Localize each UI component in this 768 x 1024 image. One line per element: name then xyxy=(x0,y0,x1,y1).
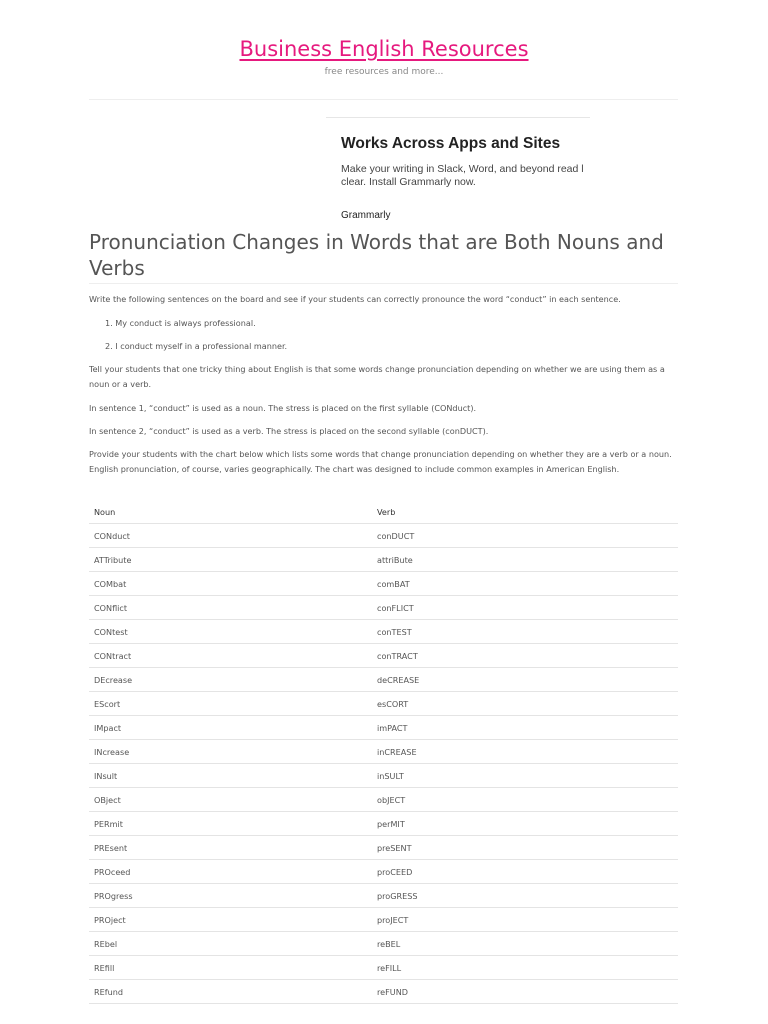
verb-column-header: Verb xyxy=(372,501,678,524)
title-divider xyxy=(89,283,678,284)
verb-cell: comBAT xyxy=(372,572,678,596)
table-row xyxy=(89,764,678,788)
noun-cell: INcrease xyxy=(89,740,372,764)
table-row xyxy=(89,524,678,548)
verb-cell: inSULT xyxy=(372,764,678,788)
header-divider xyxy=(89,99,678,100)
table-row xyxy=(89,620,678,644)
noun-cell: INsult xyxy=(89,764,372,788)
chart-paragraph: Provide your students with the chart below which lists some words that change pronunciation depending on whether they are a verb or a noun. English pronunciation, of course, varies geographically. The chart was designed to include common examples in American English. xyxy=(89,449,672,474)
verb-cell: esCORT xyxy=(372,692,678,716)
grammarly-ad[interactable] xyxy=(326,117,590,227)
table-row xyxy=(89,884,678,908)
ad-title[interactable]: Works Across Apps and Sites xyxy=(341,135,561,152)
ad-body-line: Make your writing in Slack, Word, and beyond read l xyxy=(341,163,584,175)
table-row xyxy=(89,692,678,716)
sentence1-paragraph: In sentence 1, “conduct” is used as a noun. The stress is placed on the first syllable (CONduct). xyxy=(89,403,477,413)
noun-cell: DEcrease xyxy=(89,668,372,692)
noun-cell: PROgress xyxy=(89,884,372,908)
verb-cell: reFUND xyxy=(372,980,678,1004)
verb-cell: inCREASE xyxy=(372,740,678,764)
noun-verb-table xyxy=(89,501,678,1004)
table-row xyxy=(89,668,678,692)
verb-cell: imPACT xyxy=(372,716,678,740)
verb-cell: conTRACT xyxy=(372,644,678,668)
noun-cell: OBject xyxy=(89,788,372,812)
verb-cell: attriBute xyxy=(372,548,678,572)
table-row xyxy=(89,908,678,932)
sentence2-paragraph: In sentence 2, “conduct” is used as a verb. The stress is placed on the second syllable (conDUCT). xyxy=(89,426,489,436)
noun-cell: ATTribute xyxy=(89,548,372,572)
noun-cell: CONduct xyxy=(89,524,372,548)
tricky-paragraph: Tell your students that one tricky thing about English is that some words change pronunciation depending on whether we are using them as a noun or a verb. xyxy=(89,364,665,389)
table-row xyxy=(89,596,678,620)
noun-column-header: Noun xyxy=(89,501,372,524)
verb-cell: deCREASE xyxy=(372,668,678,692)
verb-cell: perMIT xyxy=(372,812,678,836)
noun-cell: PREsent xyxy=(89,836,372,860)
verb-cell: proCEED xyxy=(372,860,678,884)
table-row xyxy=(89,644,678,668)
verb-cell: conTEST xyxy=(372,620,678,644)
noun-cell: CONtract xyxy=(89,644,372,668)
table-row xyxy=(89,572,678,596)
noun-cell: REbel xyxy=(89,932,372,956)
table-row xyxy=(89,836,678,860)
verb-cell: proGRESS xyxy=(372,884,678,908)
table-row xyxy=(89,932,678,956)
verb-cell: proJECT xyxy=(372,908,678,932)
table-row xyxy=(89,788,678,812)
table-body xyxy=(89,524,678,1004)
table-row xyxy=(89,980,678,1004)
table-header-row xyxy=(89,501,678,524)
noun-cell: REfund xyxy=(89,980,372,1004)
list-item: 2. I conduct myself in a professional manner. xyxy=(105,341,288,351)
verb-cell: preSENT xyxy=(372,836,678,860)
verb-cell: obJECT xyxy=(372,788,678,812)
noun-cell: CONflict xyxy=(89,596,372,620)
site-header xyxy=(0,0,768,61)
site-title-link[interactable]: Business English Resources xyxy=(239,37,529,61)
noun-cell: CONtest xyxy=(89,620,372,644)
article-title: Pronunciation Changes in Words that are Both Nouns and Verbs xyxy=(89,230,664,280)
ad-body-line: clear. Install Grammarly now. xyxy=(341,176,476,188)
verb-cell: conDUCT xyxy=(372,524,678,548)
verb-cell: reBEL xyxy=(372,932,678,956)
noun-cell: PERmit xyxy=(89,812,372,836)
noun-cell: PROject xyxy=(89,908,372,932)
noun-cell: PROceed xyxy=(89,860,372,884)
site-tagline: free resources and more... xyxy=(324,67,444,77)
table-row xyxy=(89,812,678,836)
noun-cell: IMpact xyxy=(89,716,372,740)
verb-cell: conFLICT xyxy=(372,596,678,620)
ad-body xyxy=(341,163,590,189)
list-item: 1. My conduct is always professional. xyxy=(105,318,256,328)
table-row xyxy=(89,860,678,884)
table-row xyxy=(89,716,678,740)
ad-brand[interactable]: Grammarly xyxy=(341,210,391,221)
table-row xyxy=(89,740,678,764)
verb-cell: reFILL xyxy=(372,956,678,980)
noun-cell: EScort xyxy=(89,692,372,716)
table-row xyxy=(89,956,678,980)
noun-cell: REfill xyxy=(89,956,372,980)
noun-cell: COMbat xyxy=(89,572,372,596)
intro-paragraph: Write the following sentences on the board and see if your students can correctly pronounce the word “conduct” in each sentence. xyxy=(89,294,621,304)
table-row xyxy=(89,548,678,572)
